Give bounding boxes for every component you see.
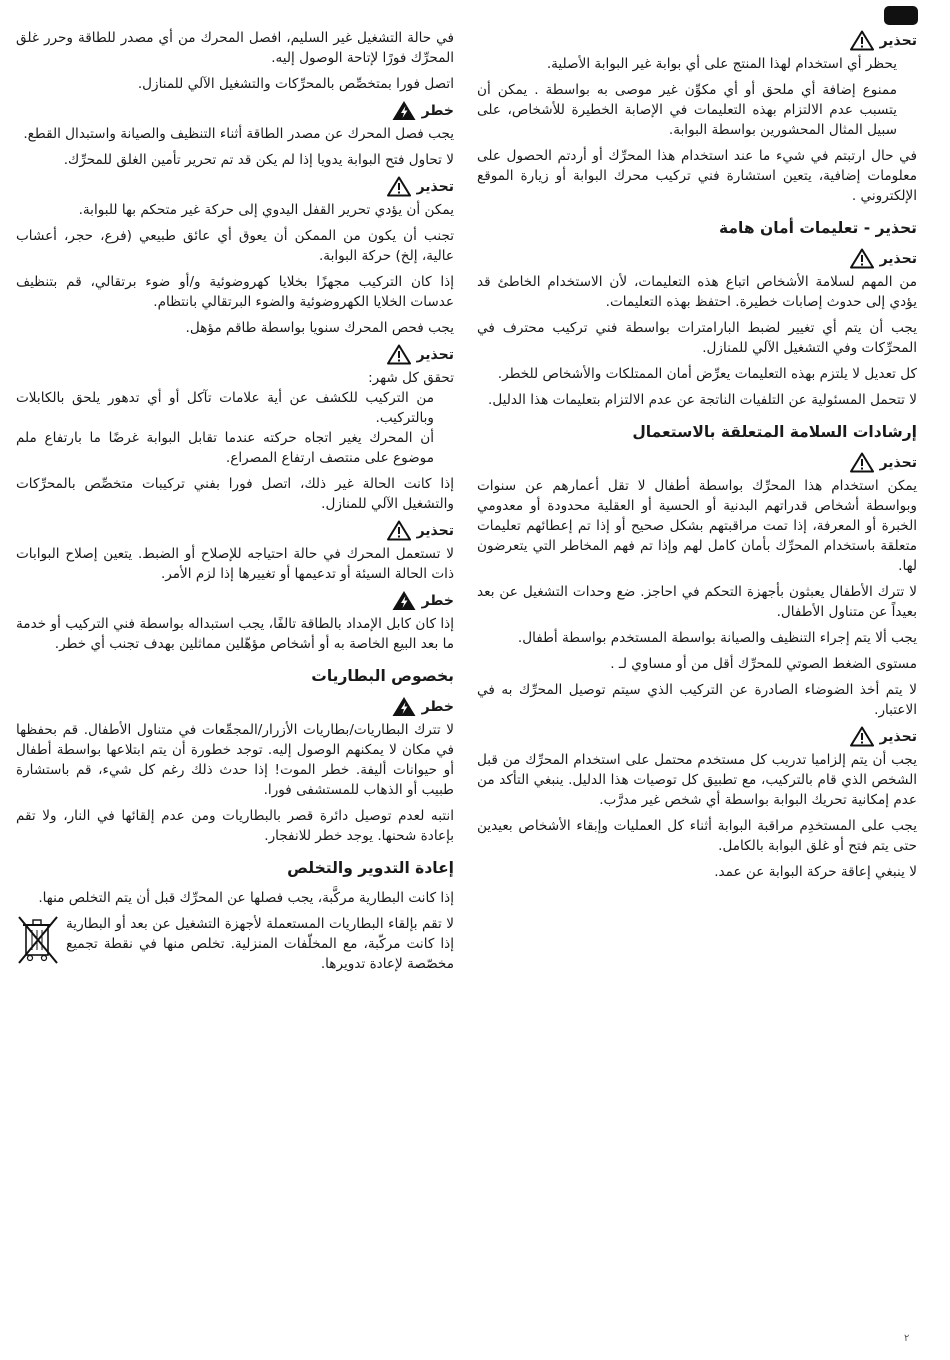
paragraph: يجب فصل المحرك عن مصدر الطاقة أثناء التنظيف والصيانة واستبدال القطع. [23,126,454,142]
paragraph: من المهم لسلامة الأشخاص اتباع هذه التعليمات، لأن الاستخدام الخاطئ قد يؤدي إلى حدوث إصابات خطيرة. احتفظ بهذه التعليمات. [477,274,917,310]
paragraph: لا تستعمل المحرك في حالة احتياجه للإصلاح أو الضبط. يتعين إصلاح البوابات ذات الحالة السيئة أو تدعيمها أو تغييرها إذا لزم الأمر. [16,546,454,582]
page-number: ٢ [904,1333,910,1344]
danger-heading [16,696,454,717]
paragraph: يمكن أن يؤدي تحرير القفل اليدوي إلى حركة غير متحكم بها للبوابة. [78,202,454,218]
paragraph: لا تترك البطاريات/بطاريات الأزرار/المجمِّعات في متناول الأطفال. قم بحفظها في مكان لا يمكنهم الوصول إليه. توجد خطورة أن يتم ابتلاعها بواسطة أطفال أو حيوانات أليفة. خطر الموت! إذا حدث ذلك رغم كل شيء، قم باستشارة طبيب أو الذهاب للمستشفى فورا. [16,722,454,798]
warning-triangle-icon [387,176,411,197]
warning-heading-label: تحذير [879,454,917,471]
warning-triangle-icon [387,520,411,541]
warning-triangle-icon [850,248,874,269]
warning-triangle-icon [850,30,874,51]
right-column [477,28,917,888]
paragraph: إذا كانت البطارية مركَّبة، يجب فصلها عن المحرِّك قبل أن يتم التخلص منها. [38,890,454,906]
warning-heading [16,520,454,541]
paragraph: في حال ارتبتم في شيء ما عند استخدام هذا المحرِّك أو أردتم الحصول على معلومات إضافية، يتعين استشارة فني تركيب محرك البوابة أو زيارة الموقع الإلكتروني . [477,148,917,204]
paragraph: يجب أن يتم إلزاميا تدريب كل مستخدم محتمل على استخدام المحرِّك من قبل الشخص الذي قام بالتركيب، مع تطبيق كل توصيات هذا الدليل. ينبغي التأكد من عدم إمكانية تحريك البوابة بواسطة أي شخص غير مدرَّب. [477,752,917,808]
paragraph: يجب على المستخدِم مراقبة البوابة أثناء كل العمليات وإبقاء الأشخاص بعيدين حتى يتم فتح أو غلق البوابة بالكامل. [477,818,917,854]
danger-heading [16,100,454,121]
paragraph: لا يتم أخذ الضوضاء الصادرة عن التركيب الذي سيتم توصيل المحرِّك به في الاعتبار. [477,682,917,718]
warning-heading-label: تحذير [879,728,917,745]
paragraph: لا تقم بإلقاء البطاريات المستعملة لأجهزة التشغيل عن بعد أو البطارية إذا كانت مركّبة، مع المخلّفات المنزلية. تخلص منها في نقطة تجميع مخصّصة لإعادة تدويرها. [66,916,454,972]
warning-heading-label: تحذير [416,522,454,539]
bullet-item: من التركيب للكشف عن أية علامات تآكل أو أي تدهور يلحق بالكابلات وبالتركيب. [16,390,434,426]
section-title-usage: إرشادات السلامة المتعلقة بالاستعمال [632,423,917,441]
danger-heading-label: خطر [421,102,454,119]
section-title-safety: تحذير - تعليمات أمان هامة [719,219,917,237]
electrical-hazard-icon [392,590,416,611]
warning-triangle-icon [387,344,411,365]
paragraph: لا تتحمل المسئولية عن التلفيات الناتجة عن عدم الالتزام بتعليمات هذا الدليل. [488,392,917,408]
paragraph: إذا كان التركيب مجهزًا بخلايا كهروضوئية و/أو ضوء برتقالي، قم بتنظيف عدسات الخلايا الكهروضوئية والضوء البرتقالي بانتظام. [16,274,454,310]
bullet-item: أن المحرك يغير اتجاه حركته عندما تقابل البوابة غرضًا ما بارتفاع ملم موضوع على منتصف ارتفاع المصراع. [16,430,434,466]
danger-heading [16,590,454,611]
paragraph: تحقق كل شهر: [368,370,454,386]
electrical-hazard-icon [392,100,416,121]
paragraph: يمكن استخدام هذا المحرِّك بواسطة أطفال لا تقل أعمارهم عن سنوات وبواسطة أشخاص قدراتهم البدنية أو الحسية أو العقلية محدودة أو معدومي الخبرة أو المعرفة، إذا تمت مراقبتهم بشكل صحيح أو إذا تم إعطائهم تعليمات متعلقة باستخدام المحرِّك بأمان كامل لهم وإذا تم فهم المخاطر التي يتعرضون لها. [477,478,917,574]
paragraph: لا تحاول فتح البوابة يدويا إذا لم يكن قد تم تحرير تأمين الغلق للمحرِّك. [63,152,454,168]
paragraph: تجنب أن يكون من الممكن أن يعوق أي عائق طبيعي (فرع، حجر، أعشاب عالية، إلخ) حركة البوابة. [16,228,454,264]
paragraph: مستوى الضغط الصوتي للمحرِّك أقل من أو مساوي لـ . [610,656,917,672]
warning-heading-label: تحذير [416,346,454,363]
danger-heading-label: خطر [421,698,454,715]
paragraph: إذا كان كابل الإمداد بالطاقة تالفًا، يجب استبداله بواسطة فني التركيب أو خدمة ما بعد البيع الخاصة به أو أشخاص مؤهّلين مماثلين بهدف تجنب أي خطر. [16,616,454,652]
danger-heading-label: خطر [421,592,454,609]
left-column [16,28,454,974]
weee-notice [16,914,454,974]
paragraph: اتصل فورا بمتخصِّص بالمحرِّكات والتشغيل الآلي للمنازل. [137,76,454,92]
section-title-recycling: إعادة التدوير والتخلص [287,859,454,877]
section-title-batteries: بخصوص البطاريات [311,667,454,685]
crossed-out-bin-icon [16,914,60,972]
warning-triangle-icon [850,726,874,747]
warning-triangle-icon [850,452,874,473]
paragraph: يجب فحص المحرك سنويا بواسطة طاقم مؤهل. [185,320,454,336]
warning-heading-label: تحذير [416,178,454,195]
warning-heading [16,176,454,197]
warning-heading-label: تحذير [879,32,917,49]
page-tab-marker [884,6,918,25]
paragraph: كل تعديل لا يلتزم بهذه التعليمات يعرِّض أمان الممتلكات والأشخاص للخطر. [497,366,917,382]
warning-heading [477,452,917,473]
paragraph: ممنوع إضافة أي ملحق أو أي مكوِّن غير موصى به بواسطة . يمكن أن يتسبب عدم الالتزام بهذه التعليمات في الإصابة الخطيرة للأشخاص، على سبيل المثال المحشورين بواسطة البوابة. [477,82,897,138]
paragraph: يجب أن يتم أي تغيير لضبط البارامترات بواسطة فني تركيب محترف في المحرِّكات وفي التشغيل الآلي للمنازل. [477,320,917,356]
paragraph: يجب ألا يتم إجراء التنظيف والصيانة بواسطة المستخدم بواسطة أطفال. [517,630,917,646]
warning-heading [477,30,917,51]
paragraph: انتبه لعدم توصيل دائرة قصر بالبطاريات ومن عدم إلقائها في النار، ولا تقم بإعادة شحنها. يوجد خطر للانفجار. [16,808,454,844]
warning-heading [477,248,917,269]
paragraph: يحظر أي استخدام لهذا المنتج على أي بوابة غير البوابة الأصلية. [546,56,897,72]
paragraph: لا تترك الأطفال يعبثون بأجهزة التحكم في احاجز. ضع وحدات التشغيل عن بعد بعيداً عن متناول الأطفال. [477,584,917,620]
paragraph: في حالة التشغيل غير السليم، افصل المحرك من أي مصدر للطاقة وحرر غلق المحرِّك فورًا لإتاحة الوصول إليه. [16,30,454,66]
warning-heading [16,344,454,365]
paragraph: لا ينبغي إعاقة حركة البوابة عن عمد. [714,864,917,880]
paragraph: إذا كانت الحالة غير ذلك، اتصل فورا بفني تركيبات متخصِّص بالمحرِّكات والتشغيل الآلي للمنازل. [16,476,454,512]
warning-heading-label: تحذير [879,250,917,267]
warning-heading [477,726,917,747]
electrical-hazard-icon [392,696,416,717]
